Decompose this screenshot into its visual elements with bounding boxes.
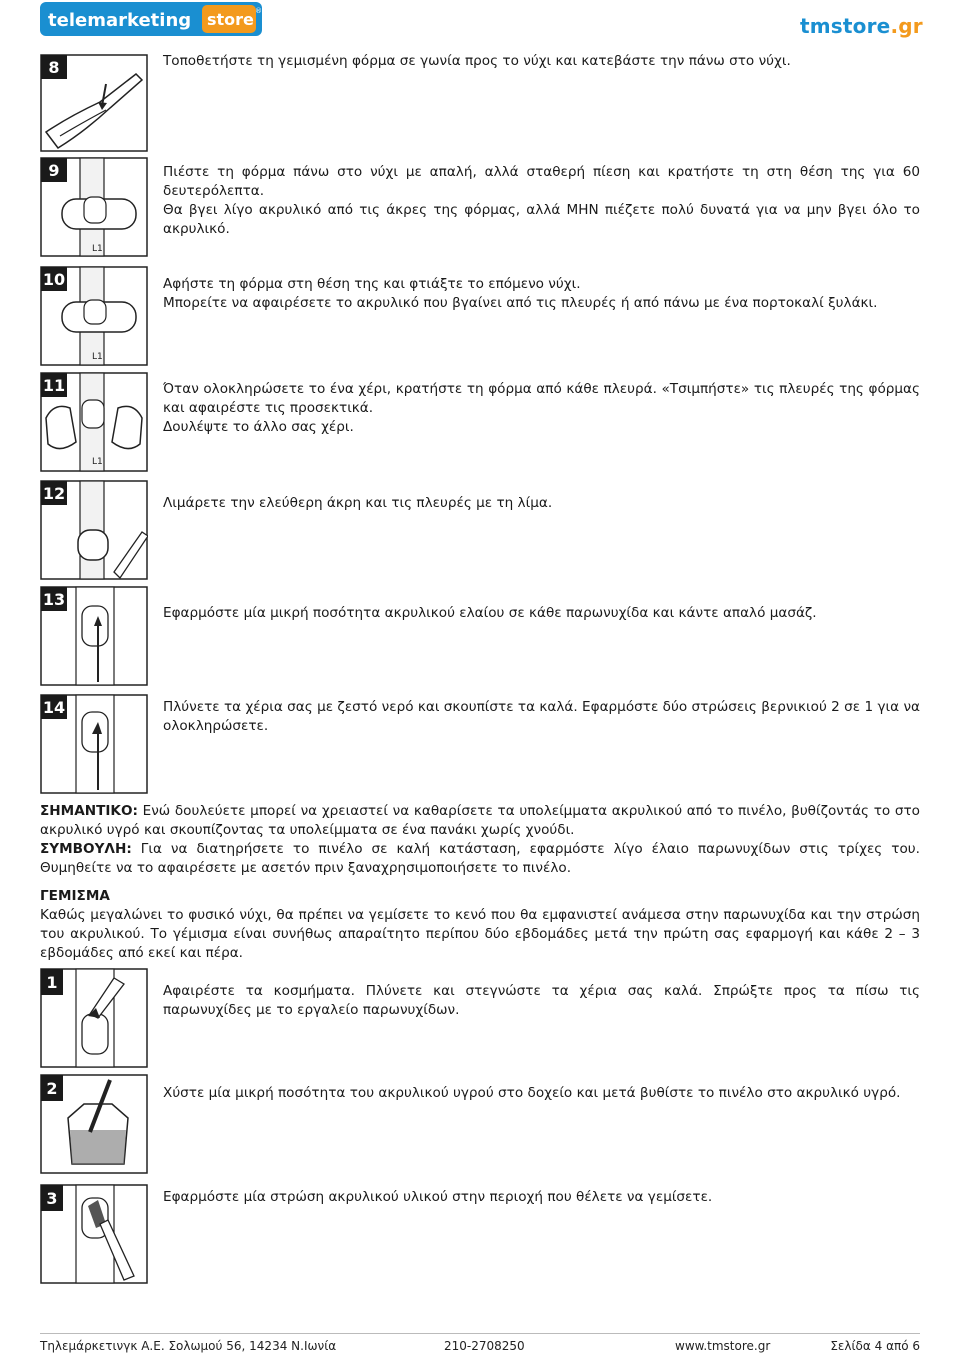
step-11-illustration xyxy=(40,372,148,472)
refill-step-3-text xyxy=(163,1188,920,1207)
footer-phone: 210-2708250 xyxy=(444,1339,525,1353)
step-number: 8 xyxy=(48,58,60,77)
refill-step-2-text xyxy=(163,1084,920,1103)
step-line: Λιμάρετε την ελεύθερη άκρη και τις πλευρές με τη λίμα. xyxy=(163,495,553,511)
step-line: Όταν ολοκληρώσετε το ένα χέρι, κρατήστε τη φόρμα από κάθε πλευρά. «Τσιμπήστε» τις πλευρές της φόρμας και αφαιρέστε τις προσεκτικά. xyxy=(163,381,920,416)
important-label: ΣΗΜΑΝΤΙΚΟ: xyxy=(40,803,138,819)
step-line: Θα βγει λίγο ακρυλικό από τις άκρες της φόρμας, αλλά ΜΗΝ πιέζετε πολύ δυνατά για να μην βγει όλο το ακρυλικό. xyxy=(163,202,920,237)
refill-step-1-illustration xyxy=(40,968,148,1068)
refill-step-3-illustration xyxy=(40,1184,148,1284)
telemarketing-store-logo xyxy=(40,2,262,36)
step-number: 11 xyxy=(42,376,66,395)
step-number: 2 xyxy=(46,1079,58,1098)
step-number: 1 xyxy=(46,973,58,992)
footer-divider xyxy=(40,1333,920,1334)
form-label: L1 xyxy=(92,352,103,362)
refill-text: Καθώς μεγαλώνει το φυσικό νύχι, θα πρέπει να γεμίσετε το κενό που θα εμφανιστεί ανάμεσα στην παρωνυχίδα και την στρώση του ακρυλικού. Το γέμισμα είναι συνήθως απαραίτητο περίπου δύο εβδομάδες μετά την πρώτη σας εφαρμογή και κάθε 2 – 3 εβδομάδες από εκεί και πέρα. xyxy=(40,907,920,961)
step-14-illustration xyxy=(40,694,148,794)
brand-part-2: .gr xyxy=(890,14,923,38)
refill-heading: ΓΕΜΙΣΜΑ xyxy=(40,888,110,904)
refill-section xyxy=(40,887,920,963)
step-9-illustration xyxy=(40,157,148,257)
step-number: 14 xyxy=(42,698,66,717)
important-text: Ενώ δουλεύετε μπορεί να χρειαστεί να καθαρίσετε τα υπολείμματα ακρυλικού από το πινέλο, βυθίζοντάς το στο ακρυλικό υγρό και σκουπίζοντας τα υπολείμματα σε ένα πανάκι χωρίς χνούδι. xyxy=(40,803,920,838)
step-12-text xyxy=(163,494,920,513)
step-line: Δουλέψτε το άλλο σας χέρι. xyxy=(163,419,354,435)
step-11-text xyxy=(163,380,920,437)
footer-website[interactable]: www.tmstore.gr xyxy=(675,1339,771,1353)
step-line: Πιέστε τη φόρμα πάνω στο νύχι με απαλή, αλλά σταθερή πίεση και κρατήστε τη στη θέση της για 60 δευτερόλεπτα. xyxy=(163,164,920,199)
step-8-illustration xyxy=(40,54,148,152)
logo-right-text: store xyxy=(207,10,254,29)
step-14-text xyxy=(163,698,920,736)
form-label: L1 xyxy=(92,244,103,254)
step-10-illustration xyxy=(40,266,148,366)
step-line: Αφαιρέστε τα κοσμήματα. Πλύνετε και στεγνώστε τα χέρια σας καλά. Σπρώξτε προς τα πίσω τις παρωνυχίδες με το εργαλείο παρωνυχίδων. xyxy=(163,983,920,1018)
step-line: Αφήστε τη φόρμα στη θέση της και φτιάξτε το επόμενο νύχι. xyxy=(163,276,581,292)
step-line: Εφαρμόστε μία μικρή ποσότητα ακρυλικού ελαίου σε κάθε παρωνυχίδα και κάντε απαλό μασάζ. xyxy=(163,605,817,621)
footer-page-number: Σελίδα 4 από 6 xyxy=(830,1339,920,1353)
step-10-text xyxy=(163,275,920,313)
logo-left-text: telemarketing xyxy=(48,10,192,31)
step-number: 12 xyxy=(42,484,66,503)
brand-part-1: tmstore xyxy=(800,14,891,38)
step-line: Μπορείτε να αφαιρέσετε το ακρυλικό που βγαίνει από τις πλευρές ή από πάνω με ένα πορτοκαλί ξυλάκι. xyxy=(163,295,878,311)
step-line: Εφαρμόστε μία στρώση ακρυλικού υλικού στην περιοχή που θέλετε να γεμίσετε. xyxy=(163,1189,713,1205)
step-9-text xyxy=(163,163,920,239)
step-12-illustration xyxy=(40,480,148,580)
refill-step-1-text xyxy=(163,982,920,1020)
refill-step-2-illustration xyxy=(40,1074,148,1174)
logo-registered-mark: ® xyxy=(255,7,262,15)
step-13-illustration xyxy=(40,586,148,686)
step-8-text xyxy=(163,52,920,71)
tip-label: ΣΥΜΒΟΥΛΗ: xyxy=(40,841,132,857)
step-number: 13 xyxy=(42,590,66,609)
step-line: Τοποθετήστε τη γεμισμένη φόρμα σε γωνία προς το νύχι και κατεβάστε την πάνω στο νύχι. xyxy=(163,53,791,69)
step-number: 3 xyxy=(46,1189,58,1208)
important-note xyxy=(40,802,920,840)
footer-company: Τηλεμάρκετινγκ Α.Ε. Σολωμού 56, 14234 Ν.Ιωνία xyxy=(40,1339,337,1353)
tip-text: Για να διατηρήσετε το πινέλο σε καλή κατάσταση, εφαρμόστε λίγο έλαιο παρωνυχίδων στις τρίχες του. Θυμηθείτε να το αφαιρέσετε με ασετόν πριν ξαναχρησιμοποιήσετε το πινέλο. xyxy=(40,841,920,876)
page-footer xyxy=(40,1339,920,1355)
form-label: L1 xyxy=(92,457,103,467)
step-line: Πλύνετε τα χέρια σας με ζεστό νερό και σκουπίστε τα καλά. Εφαρμόστε δύο στρώσεις βερνικιού 2 σε 1 για να ολοκληρώσετε. xyxy=(163,699,920,734)
tip-note xyxy=(40,840,920,878)
step-13-text xyxy=(163,604,920,623)
step-number: 9 xyxy=(48,161,60,180)
step-number: 10 xyxy=(42,270,66,289)
step-line: Χύστε μία μικρή ποσότητα του ακρυλικού υγρού στο δοχείο και μετά βυθίστε το πινέλο στο ακρυλικό υγρό. xyxy=(163,1085,901,1101)
brand-website-logo xyxy=(800,14,923,38)
